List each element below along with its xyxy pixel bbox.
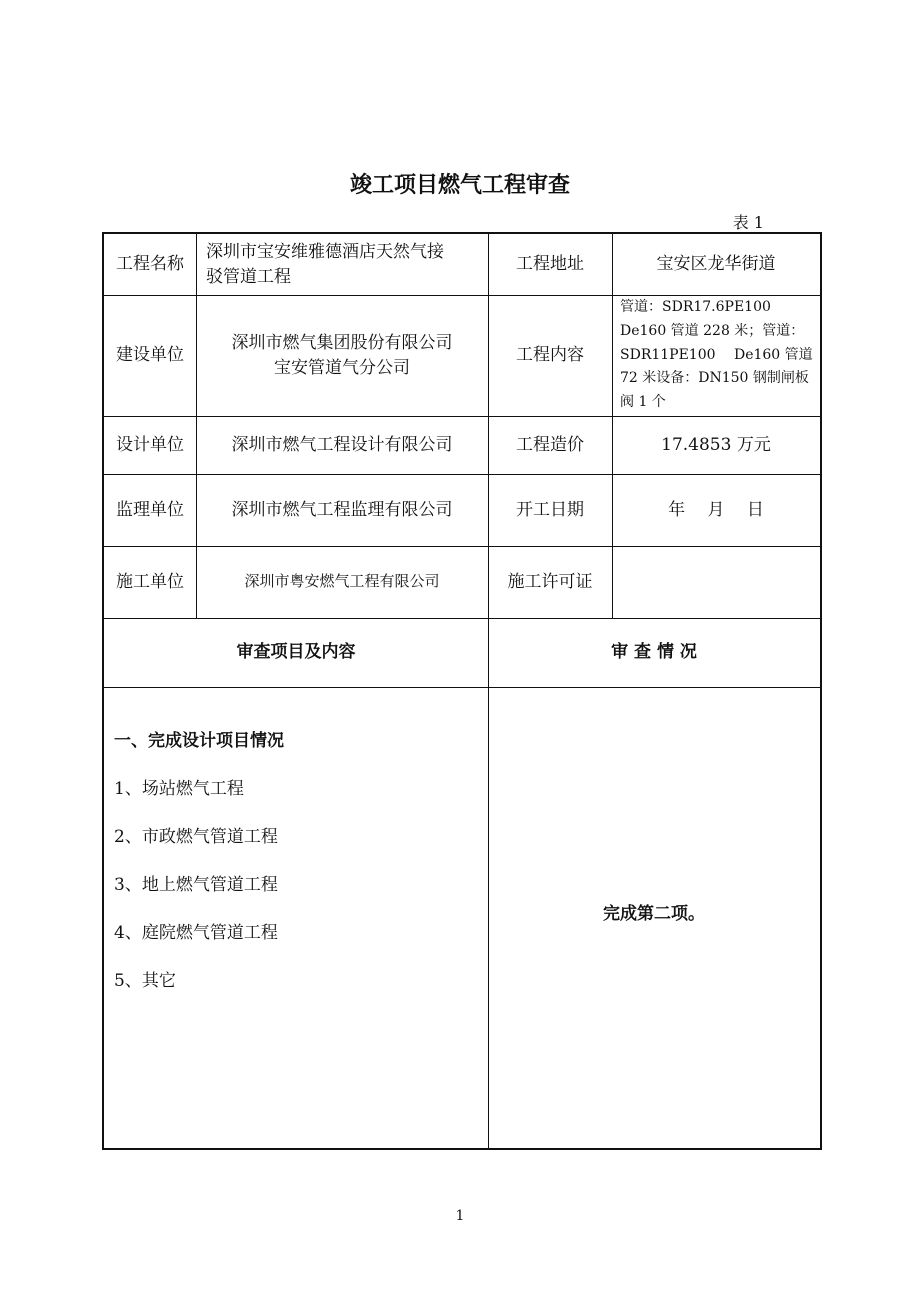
review-items-header: 审查项目及内容 <box>236 642 356 663</box>
start-date-value: 年 月 日 <box>668 499 764 520</box>
page-number: 1 <box>455 1208 465 1224</box>
review-item: 3、地上燃气管道工程 <box>114 875 278 895</box>
build-unit-line-2: 宝安管道气分公司 <box>274 357 410 378</box>
construct-unit-value: 深圳市粤安燃气工程有限公司 <box>244 572 440 591</box>
table-number: 表 1 <box>732 213 764 232</box>
review-result: 完成第二项。 <box>603 903 705 924</box>
page-title: 竣工项目燃气工程审查 <box>349 173 570 198</box>
review-item: 5、其它 <box>114 971 176 991</box>
design-unit-label: 设计单位 <box>116 434 184 455</box>
construct-unit-label: 施工单位 <box>116 571 184 592</box>
project-content-label: 工程内容 <box>516 345 584 366</box>
project-name-value: 深圳市宝安维雅德酒店天然气接驳管道工程 <box>206 241 444 287</box>
review-status-header: 审 查 情 况 <box>611 642 697 663</box>
supervise-unit-value: 深圳市燃气工程监理有限公司 <box>231 499 453 520</box>
project-content-value: 管道：SDR17.6PE100 De160 管道 228 米；管道：SDR11PE100 De160 管道 72 米设备：DN150 钢制闸板阀 1 个 <box>620 299 813 411</box>
row-divider <box>104 687 820 688</box>
project-name-label: 工程名称 <box>116 254 184 275</box>
project-address-value: 宝安区龙华街道 <box>656 254 776 275</box>
build-unit-line-1: 深圳市燃气集团股份有限公司 <box>231 332 453 353</box>
section-title: 一、完成设计项目情况 <box>114 731 284 751</box>
review-item: 1、场站燃气工程 <box>114 779 244 799</box>
review-table <box>102 232 822 1150</box>
project-cost-value: 17.4853 万元 <box>661 434 771 455</box>
project-cost-label: 工程造价 <box>516 434 584 455</box>
design-unit-value: 深圳市燃气工程设计有限公司 <box>231 434 453 455</box>
build-unit-label: 建设单位 <box>116 345 184 366</box>
permit-value <box>612 546 820 618</box>
supervise-unit-label: 监理单位 <box>116 499 184 520</box>
start-date-label: 开工日期 <box>516 499 584 520</box>
build-unit-value <box>196 295 488 416</box>
permit-label: 施工许可证 <box>507 571 593 592</box>
review-item: 2、市政燃气管道工程 <box>114 827 278 847</box>
review-item: 4、庭院燃气管道工程 <box>114 923 278 943</box>
project-address-label: 工程地址 <box>516 254 584 275</box>
